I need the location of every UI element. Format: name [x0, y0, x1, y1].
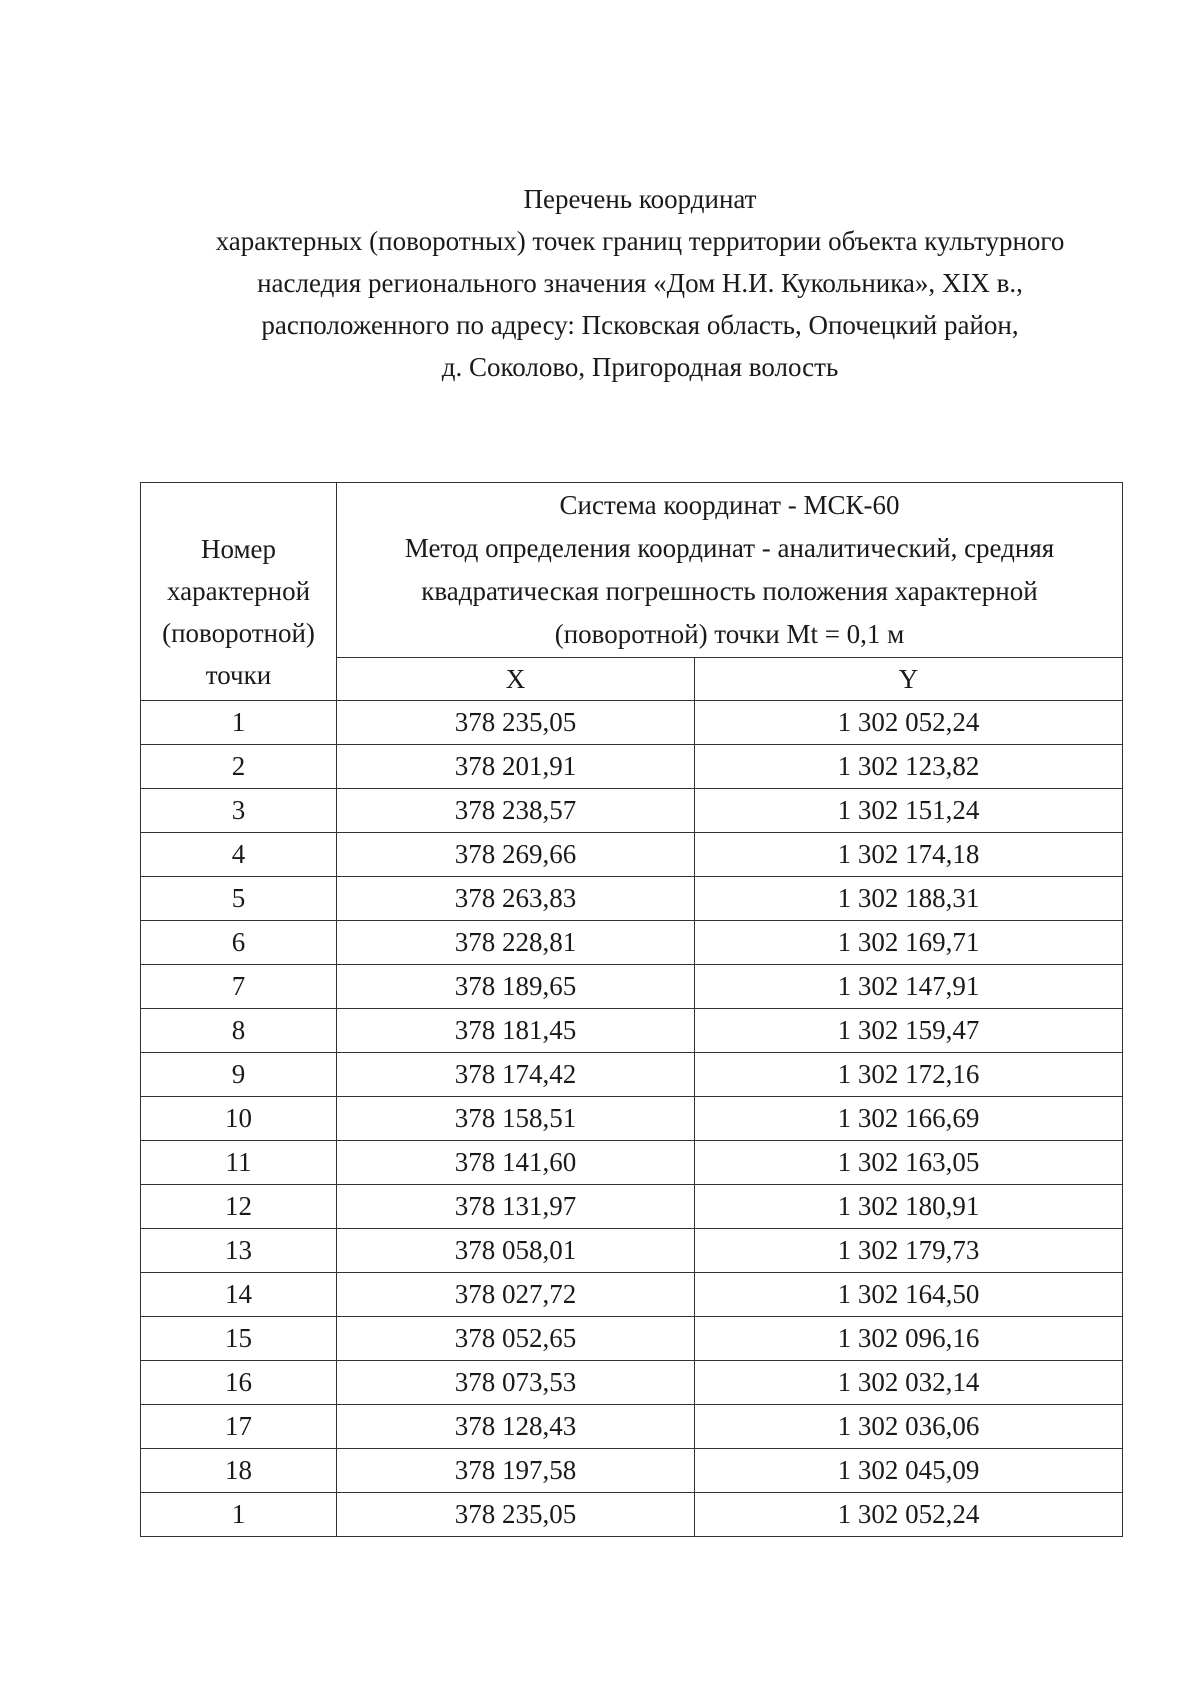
point-number-cell: 1: [141, 701, 337, 745]
coordinates-table: [140, 482, 1123, 1537]
table-row: [141, 1141, 1123, 1185]
x-coordinate-cell: 378 131,97: [337, 1185, 695, 1229]
point-number-cell: 3: [141, 789, 337, 833]
y-coordinate-cell: 1 302 052,24: [695, 701, 1123, 745]
table-row: [141, 921, 1123, 965]
table-row: [141, 789, 1123, 833]
y-coordinate-cell: 1 302 096,16: [695, 1317, 1123, 1361]
y-coordinate-cell: 1 302 151,24: [695, 789, 1123, 833]
table-row: [141, 1229, 1123, 1273]
point-number-cell: 13: [141, 1229, 337, 1273]
x-coordinate-cell: 378 263,83: [337, 877, 695, 921]
header-system-line: Система координат - МСК-60: [559, 490, 900, 520]
x-coordinate-cell: 378 201,91: [337, 745, 695, 789]
point-number-cell: 10: [141, 1097, 337, 1141]
y-coordinate-cell: 1 302 166,69: [695, 1097, 1123, 1141]
y-coordinate-cell: 1 302 163,05: [695, 1141, 1123, 1185]
header-point-line: точки: [205, 660, 272, 690]
x-coordinate-cell: 378 235,05: [337, 701, 695, 745]
x-coordinate-cell: 378 228,81: [337, 921, 695, 965]
header-x: X: [337, 658, 695, 701]
y-coordinate-cell: 1 302 174,18: [695, 833, 1123, 877]
x-coordinate-cell: 378 197,58: [337, 1449, 695, 1493]
x-coordinate-cell: 378 027,72: [337, 1273, 695, 1317]
table-row: [141, 1449, 1123, 1493]
title-line: д. Соколово, Пригородная волость: [441, 352, 839, 382]
x-coordinate-cell: 378 181,45: [337, 1009, 695, 1053]
x-coordinate-cell: 378 189,65: [337, 965, 695, 1009]
table-row: [141, 745, 1123, 789]
y-coordinate-cell: 1 302 052,24: [695, 1493, 1123, 1537]
x-coordinate-cell: 378 052,65: [337, 1317, 695, 1361]
point-number-cell: 7: [141, 965, 337, 1009]
y-coordinate-cell: 1 302 169,71: [695, 921, 1123, 965]
point-number-cell: 17: [141, 1405, 337, 1449]
table-row: [141, 1009, 1123, 1053]
point-number-cell: 2: [141, 745, 337, 789]
table-row: [141, 1361, 1123, 1405]
x-coordinate-cell: 378 238,57: [337, 789, 695, 833]
title-line: расположенного по адресу: Псковская область, Опочецкий район,: [261, 310, 1019, 340]
x-coordinate-cell: 378 058,01: [337, 1229, 695, 1273]
x-coordinate-cell: 378 158,51: [337, 1097, 695, 1141]
point-number-cell: 4: [141, 833, 337, 877]
header-system-line: квадратическая погрешность положения характерной: [421, 576, 1038, 606]
table-row: [141, 1317, 1123, 1361]
point-number-cell: 18: [141, 1449, 337, 1493]
point-number-cell: 15: [141, 1317, 337, 1361]
table-row: [141, 1185, 1123, 1229]
title-line: характерных (поворотных) точек границ территории объекта культурного: [215, 226, 1065, 256]
x-coordinate-cell: 378 073,53: [337, 1361, 695, 1405]
header-system-line: (поворотной) точки Mt = 0,1 м: [554, 619, 905, 649]
header-coordinate-system: [337, 483, 1123, 658]
table-row: [141, 877, 1123, 921]
point-number-cell: 16: [141, 1361, 337, 1405]
document-title: [120, 178, 1160, 388]
header-point-line: Номер: [200, 534, 277, 564]
point-number-cell: 11: [141, 1141, 337, 1185]
header-point-line: (поворотной): [162, 618, 315, 648]
x-coordinate-cell: 378 269,66: [337, 833, 695, 877]
y-coordinate-cell: 1 302 123,82: [695, 745, 1123, 789]
point-number-cell: 9: [141, 1053, 337, 1097]
point-number-cell: 12: [141, 1185, 337, 1229]
y-coordinate-cell: 1 302 172,16: [695, 1053, 1123, 1097]
table-row: [141, 965, 1123, 1009]
header-point-number: [141, 483, 337, 701]
y-coordinate-cell: 1 302 188,31: [695, 877, 1123, 921]
y-coordinate-cell: 1 302 036,06: [695, 1405, 1123, 1449]
table-row: [141, 1273, 1123, 1317]
point-number-cell: 14: [141, 1273, 337, 1317]
header-point-line: характерной: [166, 576, 311, 606]
table-row: [141, 1053, 1123, 1097]
title-line: Перечень координат: [523, 184, 757, 214]
y-coordinate-cell: 1 302 180,91: [695, 1185, 1123, 1229]
table-row: [141, 1405, 1123, 1449]
y-coordinate-cell: 1 302 032,14: [695, 1361, 1123, 1405]
title-line: наследия регионального значения «Дом Н.И. Кукольника», XIX в.,: [257, 268, 1023, 298]
header-y: Y: [695, 658, 1123, 701]
table-row: [141, 701, 1123, 745]
table-row: [141, 1493, 1123, 1537]
y-coordinate-cell: 1 302 179,73: [695, 1229, 1123, 1273]
point-number-cell: 6: [141, 921, 337, 965]
x-coordinate-cell: 378 141,60: [337, 1141, 695, 1185]
y-coordinate-cell: 1 302 164,50: [695, 1273, 1123, 1317]
table-row: [141, 1097, 1123, 1141]
point-number-cell: 1: [141, 1493, 337, 1537]
point-number-cell: 5: [141, 877, 337, 921]
y-coordinate-cell: 1 302 045,09: [695, 1449, 1123, 1493]
x-coordinate-cell: 378 174,42: [337, 1053, 695, 1097]
table-row: [141, 833, 1123, 877]
x-coordinate-cell: 378 128,43: [337, 1405, 695, 1449]
y-coordinate-cell: 1 302 147,91: [695, 965, 1123, 1009]
header-system-line: Метод определения координат - аналитический, средняя: [404, 533, 1055, 563]
point-number-cell: 8: [141, 1009, 337, 1053]
x-coordinate-cell: 378 235,05: [337, 1493, 695, 1537]
y-coordinate-cell: 1 302 159,47: [695, 1009, 1123, 1053]
